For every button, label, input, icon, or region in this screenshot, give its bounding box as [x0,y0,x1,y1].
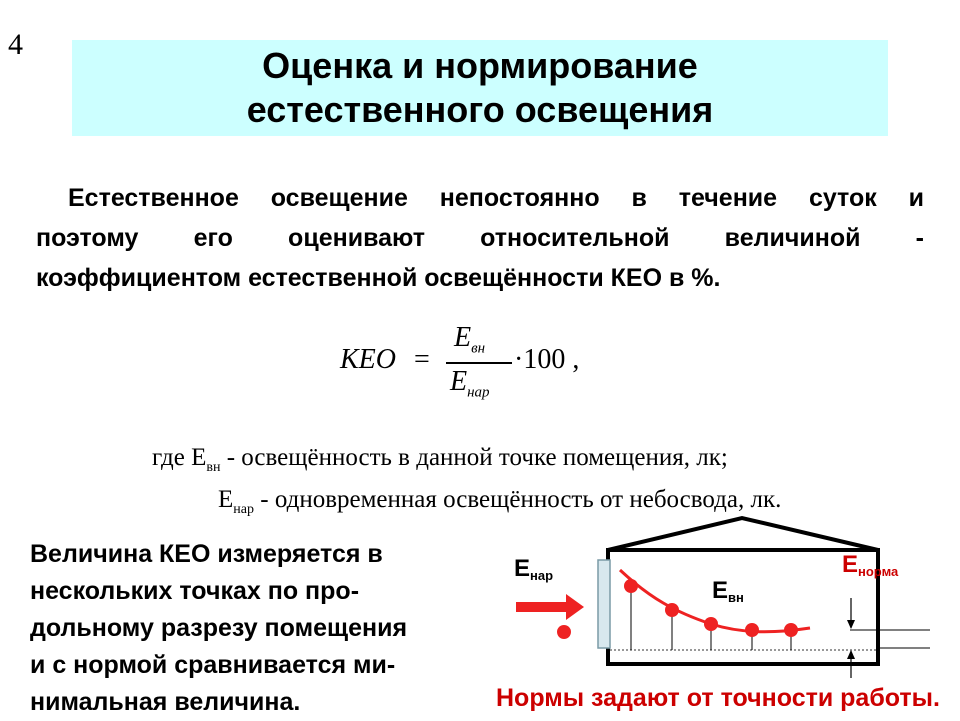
outdoor-point [557,625,571,639]
fraction-bar [446,362,512,364]
intro-line-2: поэтому его оценивают относительной величиной - [36,224,924,252]
title-banner [72,40,888,136]
window-pane [598,560,610,648]
room-roof [608,518,878,550]
room-walls [608,550,878,664]
norm-arrow-up-head [847,650,855,659]
measure-point-3 [704,617,718,631]
keo-formula [340,322,620,412]
light-arrow-shaft [516,602,568,612]
intro-line-1: Естественное освещение непостоянно в течение суток и [68,184,924,212]
note-line-1: Величина КЕО измеряется в [30,540,383,568]
note-line-4: и с нормой сравнивается ми- [30,651,396,679]
label-e-norma: Енорма [842,551,899,579]
formula-numerator: $E_{вн}$ [454,322,486,357]
definition-e-vn: где $Е_{вн}$ - освещённость в данной точке помещения, лк; [152,444,728,475]
measure-point-5 [784,623,798,637]
label-e-nar: Енар [514,555,554,583]
norm-arrow-down-head [847,620,855,629]
formula-multiplier: ·100 , [514,344,580,375]
title-line-2: естественного освещения [246,89,714,130]
note-line-2: нескольких точках по про- [30,577,360,605]
label-e-vn: Евн [712,577,744,605]
formula-lhs: КЕО [340,344,396,375]
slide-number: 4 [8,28,23,61]
note-line-5: нимальная величина. [30,688,301,716]
measurement-note [30,536,466,721]
measure-point-2 [665,603,679,617]
formula-denominator: $E_{нар}$ [450,366,490,401]
definition-e-nar: $Е_{нар}$ - одновременная освещённость от небосвода, лк. [218,486,782,517]
room-section-diagram [470,512,930,682]
formula-equals: = [414,344,430,375]
measure-point-1 [624,579,638,593]
norms-caption: Нормы задают от точности работы. [496,684,940,712]
light-arrow-head [566,594,584,620]
intro-paragraph [36,178,924,298]
intro-line-3: коэффициентом естественной освещённости КЕО в %. [36,264,721,292]
title-line-1: Оценка и нормирование [262,45,698,86]
note-line-3: дольному разрезу помещения [30,614,408,642]
measure-point-4 [745,623,759,637]
